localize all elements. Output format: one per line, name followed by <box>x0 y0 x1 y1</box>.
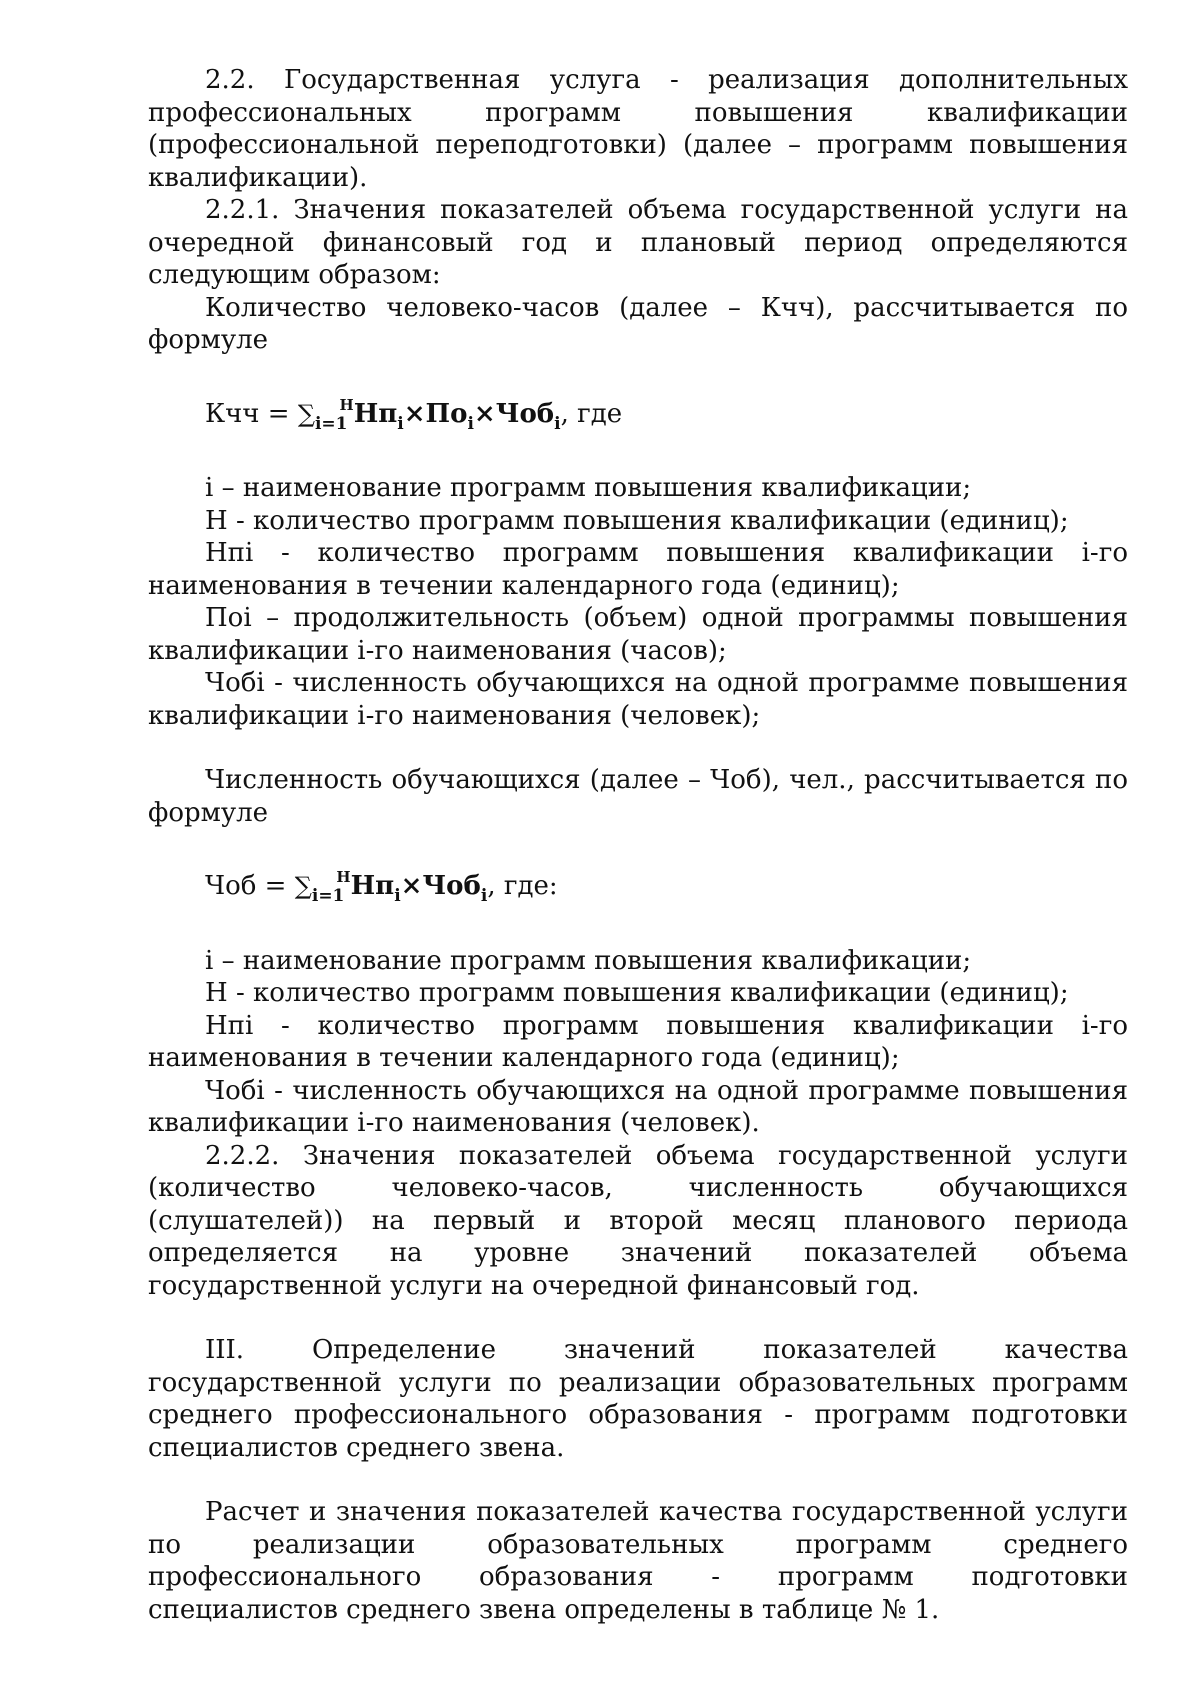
spacer <box>148 829 1128 861</box>
spacer <box>148 1464 1128 1496</box>
spacer <box>148 1302 1128 1334</box>
definition-i-2: i – наименование программ повышения квалификации; <box>205 945 972 976</box>
spacer <box>148 440 1128 472</box>
definition-n-2: Н - количество программ повышения квалификации (единиц); <box>205 978 1069 1008</box>
spacer <box>148 913 1128 945</box>
formula-kchch: Кчч = $\sum_{i=1}^ННп_i\times По_i\times Чоб_i$, где <box>205 395 623 434</box>
spacer <box>148 732 1128 764</box>
definition-i: i – наименование программ повышения квалификации; <box>205 473 972 503</box>
definition-n: Н - количество программ повышения квалификации (единиц); <box>205 505 1069 536</box>
section-heading-iii: III. Определение значений показателей качества государственной услуги по реализации образовательных программ среднего профессионального образования - программ подготовки специалистов среднего звена. <box>148 1335 1128 1463</box>
formula-intro-chob: Численность обучающихся (далее – Чоб), чел., рассчитывается по формуле <box>148 765 1128 828</box>
definition-npi-2: Нпi - количество программ повышения квалификации i-го наименования в течении календарного года (единиц); <box>148 1010 1128 1073</box>
definition-poi: Поi – продолжительность (объем) одной программы повышения квалификации i-го наименования (часов); <box>148 603 1128 666</box>
formula-intro-kchch: Количество человеко-часов (далее – Кчч), рассчитывается по формуле <box>148 292 1128 355</box>
spacer <box>148 357 1128 389</box>
formula-chob: Чоб = $\sum_{i=1}^ННп_i\times Чоб_i$, где: <box>205 868 558 906</box>
definition-chobi-2: Чобi - численность обучающихся на одной программе повышения квалификации i-го наименования (человек). <box>148 1075 1128 1138</box>
paragraph-2-2: 2.2. Государственная услуга - реализация дополнительных профессиональных программ повышения квалификации (профессиональной переподготовки) (далее – программ повышения квалификации). <box>148 65 1128 193</box>
paragraph-2-2-2: 2.2.2. Значения показателей объема государственной услуги (количество человеко-часов, численность обучающихся (слушателей)) на первый и второй месяц планового периода определяется на уровне значений показателей объема государственной услуги на очередной финансовый год. <box>148 1140 1128 1301</box>
definition-npi: Нпi - количество программ повышения квалификации i-го наименования в течении календарного года (единиц); <box>148 538 1128 601</box>
paragraph-2-2-1: 2.2.1. Значения показателей объема государственной услуги на очередной финансовый год и плановый период определяются следующим образом: <box>148 195 1128 290</box>
document-body <box>148 64 1128 1626</box>
paragraph-table-reference: Расчет и значения показателей качества государственной услуги по реализации образовательных программ среднего профессионального образования - программ подготовки специалистов среднего звена определены в таблице № 1. <box>148 1497 1128 1625</box>
definition-chobi: Чобi - численность обучающихся на одной программе повышения квалификации i-го наименования (человек); <box>148 668 1128 731</box>
